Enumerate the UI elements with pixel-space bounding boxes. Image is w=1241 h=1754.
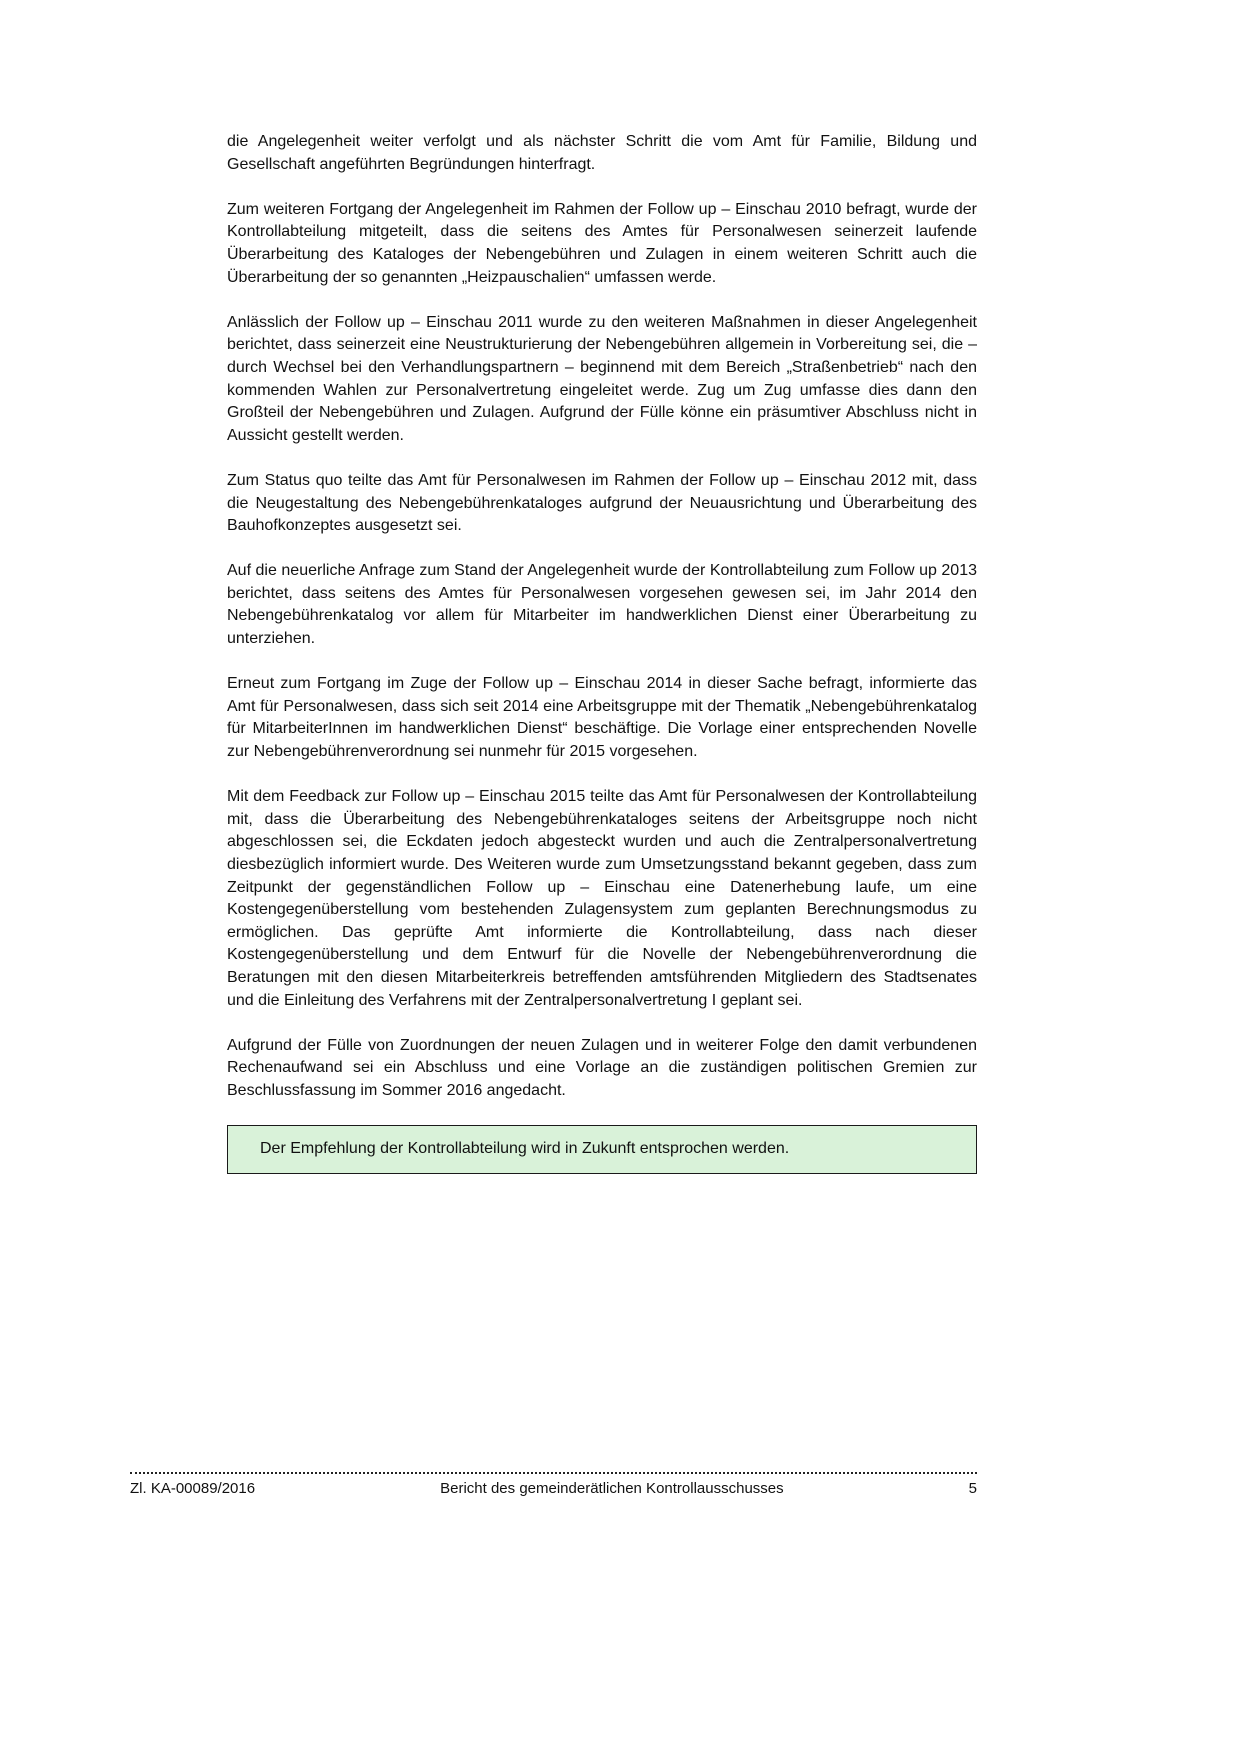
- body-paragraph: Erneut zum Fortgang im Zuge der Follow up – Einschau 2014 in dieser Sache befragt, informierte das Amt für Personalwesen, dass sich seit 2014 eine Arbeitsgruppe mit der Thematik „Nebengebührenkatalog für MitarbeiterInnen im handwerklichen Dienst“ beschäftige. Die Vorlage einer entsprechenden Novelle zur Nebengebührenverordnung sei nunmehr für 2015 vorgesehen.: [227, 675, 977, 761]
- body-paragraph: Mit dem Feedback zur Follow up – Einschau 2015 teilte das Amt für Personalwesen der Kontrollabteilung mit, dass die Überarbeitung des Nebengebührenkataloges seitens der Arbeitsgruppe noch nicht abgeschlossen sei, die Eckdaten jedoch abgesteckt wurden und auch die Zentralpersonalvertretung diesbezüglich informiert wurde. Des Weiteren wurde zum Umsetzungsstand bekannt gegeben, dass zum Zeitpunkt der gegenständlichen Follow up – Einschau eine Datenerhebung laufe, um eine Kostengegenüberstellung vom bestehenden Zulagensystem zum geplanten Berechnungsmodus zu ermöglichen. Das geprüfte Amt informierte die Kontrollabteilung, dass nach dieser Kostengegenüberstellung und dem Entwurf für die Novelle der Nebengebührenverordnung die Beratungen mit den diesen Mitarbeiterkreis betreffenden amtsführenden Mitgliedern des Stadtsenates und die Einleitung des Verfahrens mit der Zentralpersonalvertretung I geplant sei.: [227, 788, 977, 1009]
- body-paragraph: Zum Status quo teilte das Amt für Personalwesen im Rahmen der Follow up – Einschau 2012 mit, dass die Neugestaltung des Nebengebührenkataloges aufgrund der Neuausrichtung und Überarbeitung des Bauhofkonzeptes ausgesetzt sei.: [227, 471, 977, 535]
- body-paragraph: Auf die neuerliche Anfrage zum Stand der Angelegenheit wurde der Kontrollabteilung zum Follow up 2013 berichtet, dass seitens des Amtes für Personalwesen vorgesehen gewesen sei, im Jahr 2014 den Nebengebührenkatalog vor allem für Mitarbeiter im handwerklichen Dienst einer Überarbeitung zu unterziehen.: [227, 562, 977, 648]
- recommendation-box: [227, 1125, 977, 1174]
- body-paragraph: Anlässlich der Follow up – Einschau 2011 wurde zu den weiteren Maßnahmen in dieser Angelegenheit berichtet, dass seinerzeit eine Neustrukturierung der Nebengebühren allgemein in Vorbereitung sei, die – durch Wechsel bei den Verhandlungspartnern – beginnend mit dem Bereich „Straßenbetrieb“ nach den kommenden Wahlen zur Personalvertretung eingeleitet werde. Zug um Zug umfasse dies dann den Großteil der Nebengebühren und Zulagen. Aufgrund der Fülle könne ein präsumtiver Abschluss nicht in Aussicht gestellt werden.: [227, 313, 977, 444]
- recommendation-text: Der Empfehlung der Kontrollabteilung wird in Zukunft entsprochen werden.: [260, 1140, 790, 1158]
- body-paragraph: Aufgrund der Fülle von Zuordnungen der neuen Zulagen und in weiterer Folge den damit verbundenen Rechenaufwand sei ein Abschluss und eine Vorlage an die zuständigen politischen Gremien zur Beschlussfassung im Sommer 2016 angedacht.: [227, 1036, 977, 1099]
- footer-title: Bericht des gemeinderätlichen Kontrollausschusses: [440, 1480, 784, 1497]
- footer-reference: Zl. KA-00089/2016: [130, 1480, 256, 1497]
- page-footer: [130, 1472, 977, 1499]
- body-paragraph: die Angelegenheit weiter verfolgt und als nächster Schritt die vom Amt für Familie, Bildung und Gesellschaft angeführten Begründungen hinterfragt.: [227, 133, 977, 173]
- footer-page-number: 5: [968, 1480, 977, 1497]
- footer-row: [130, 1479, 977, 1499]
- footer-divider: [130, 1472, 977, 1474]
- body-paragraph: Zum weiteren Fortgang der Angelegenheit im Rahmen der Follow up – Einschau 2010 befragt, wurde der Kontrollabteilung mitgeteilt, dass die seitens des Amtes für Personalwesen seinerzeit laufende Überarbeitung des Kataloges der Nebengebühren und Zulagen in einem weiteren Schritt auch die Überarbeitung der so genannten „Heizpauschalien“ umfassen werde.: [227, 200, 977, 286]
- page-body: [227, 131, 977, 1174]
